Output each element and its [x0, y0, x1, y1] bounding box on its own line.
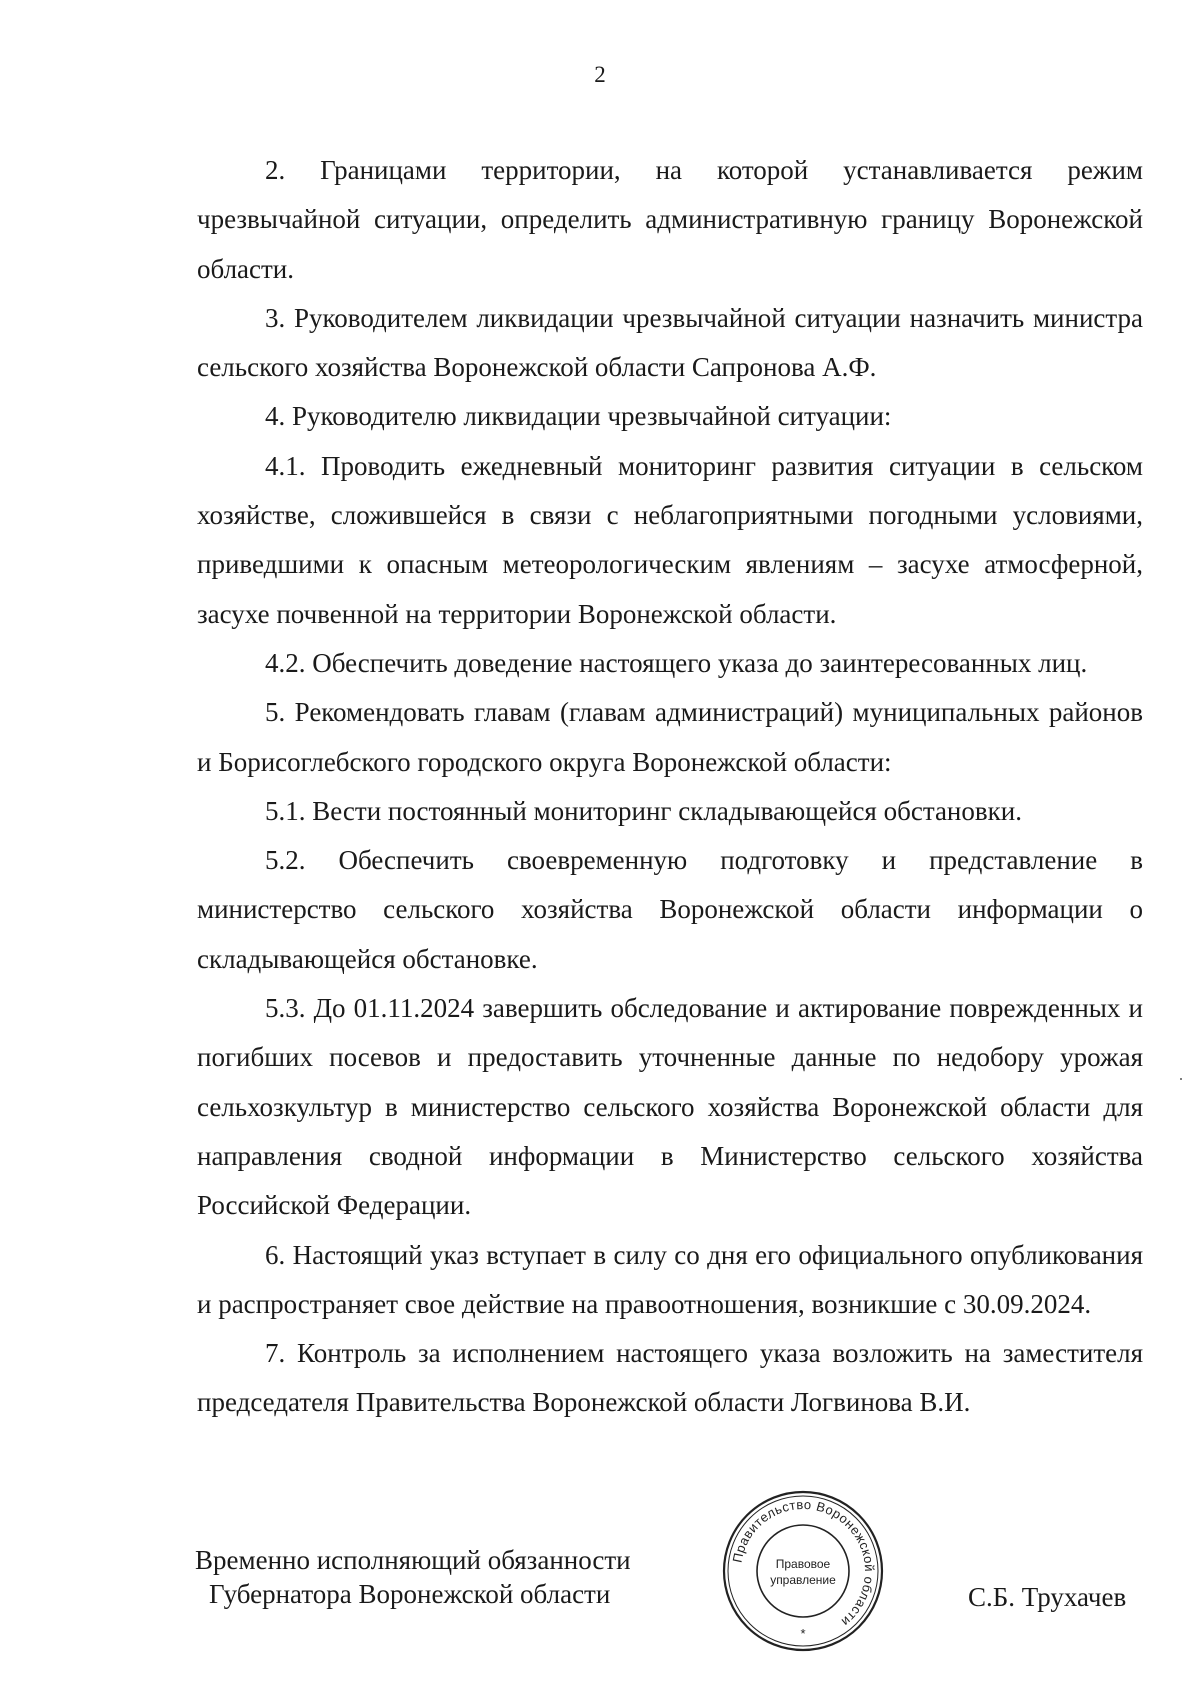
seal-ring-text: Правительство Воронежской области [729, 1496, 878, 1630]
paragraph-2: 2. Границами территории, на которой устанавливается режим чрезвычайной ситуации, определить административную границу Воронежской области. [197, 155, 1143, 284]
signatory-position-line1: Временно исполняющий обязанности [195, 1545, 631, 1575]
paragraph-4-1: 4.1. Проводить ежедневный мониторинг развития ситуации в сельском хозяйстве, сложившейся в связи с неблагоприятными погодными условиями, приведшими к опасным метеорологическим явлениям – засухе атмосферной, засухе почвенной на территории Воронежской области. [197, 450, 1143, 629]
seal-center-line1: Правовое [775, 1557, 831, 1571]
paragraph-4-2: 4.2. Обеспечить доведение настоящего указа до заинтересованных лиц. [265, 647, 1088, 678]
paragraph-5-2: 5.2. Обеспечить своевременную подготовку и представление в министерство сельского хозяйства Воронежской области информации о складывающейся обстановке. [197, 845, 1143, 974]
paragraph-3: 3. Руководителем ликвидации чрезвычайной ситуации назначить министра сельского хозяйства Воронежской области Сапронова А.Ф. [197, 302, 1143, 383]
paragraph-5-3: 5.3. До 01.11.2024 завершить обследование и актирование поврежденных и погибших посевов и предоставить уточненные данные по недобору урожая сельхозкультур в министерство сельского хозяйства Воронежской области для направления сводной информации в Министерство сельского хозяйства Российской Федерации. [197, 993, 1143, 1221]
paragraph-5-1: 5.1. Вести постоянный мониторинг складывающейся обстановки. [265, 795, 1022, 826]
seal-center-line2: управление [770, 1573, 836, 1587]
signatory-name: С.Б. Трухачев [968, 1582, 1127, 1612]
paragraph-4: 4. Руководителю ликвидации чрезвычайной ситуации: [265, 401, 892, 432]
paragraph-6: 6. Настоящий указ вступает в силу со дня его официального опубликования и распространяет свое действие на правоотношения, возникшие с 30.09.2024. [197, 1239, 1143, 1319]
signatory-position-line2: Губернатора Воронежской области [209, 1579, 611, 1609]
seal-star: * [800, 1626, 806, 1641]
page-number: 2 [594, 62, 606, 87]
paragraph-7: 7. Контроль за исполнением настоящего указа возложить на заместителя председателя Правительства Воронежской области Логвинова В.И. [197, 1338, 1143, 1418]
paragraph-5: 5. Рекомендовать главам (главам администраций) муниципальных районов и Борисоглебского городского округа Воронежской области: [197, 697, 1143, 777]
official-stamp [720, 1488, 886, 1654]
scan-speck [1180, 1078, 1182, 1080]
document-body [197, 146, 1143, 1428]
signatory-position [195, 1543, 631, 1611]
